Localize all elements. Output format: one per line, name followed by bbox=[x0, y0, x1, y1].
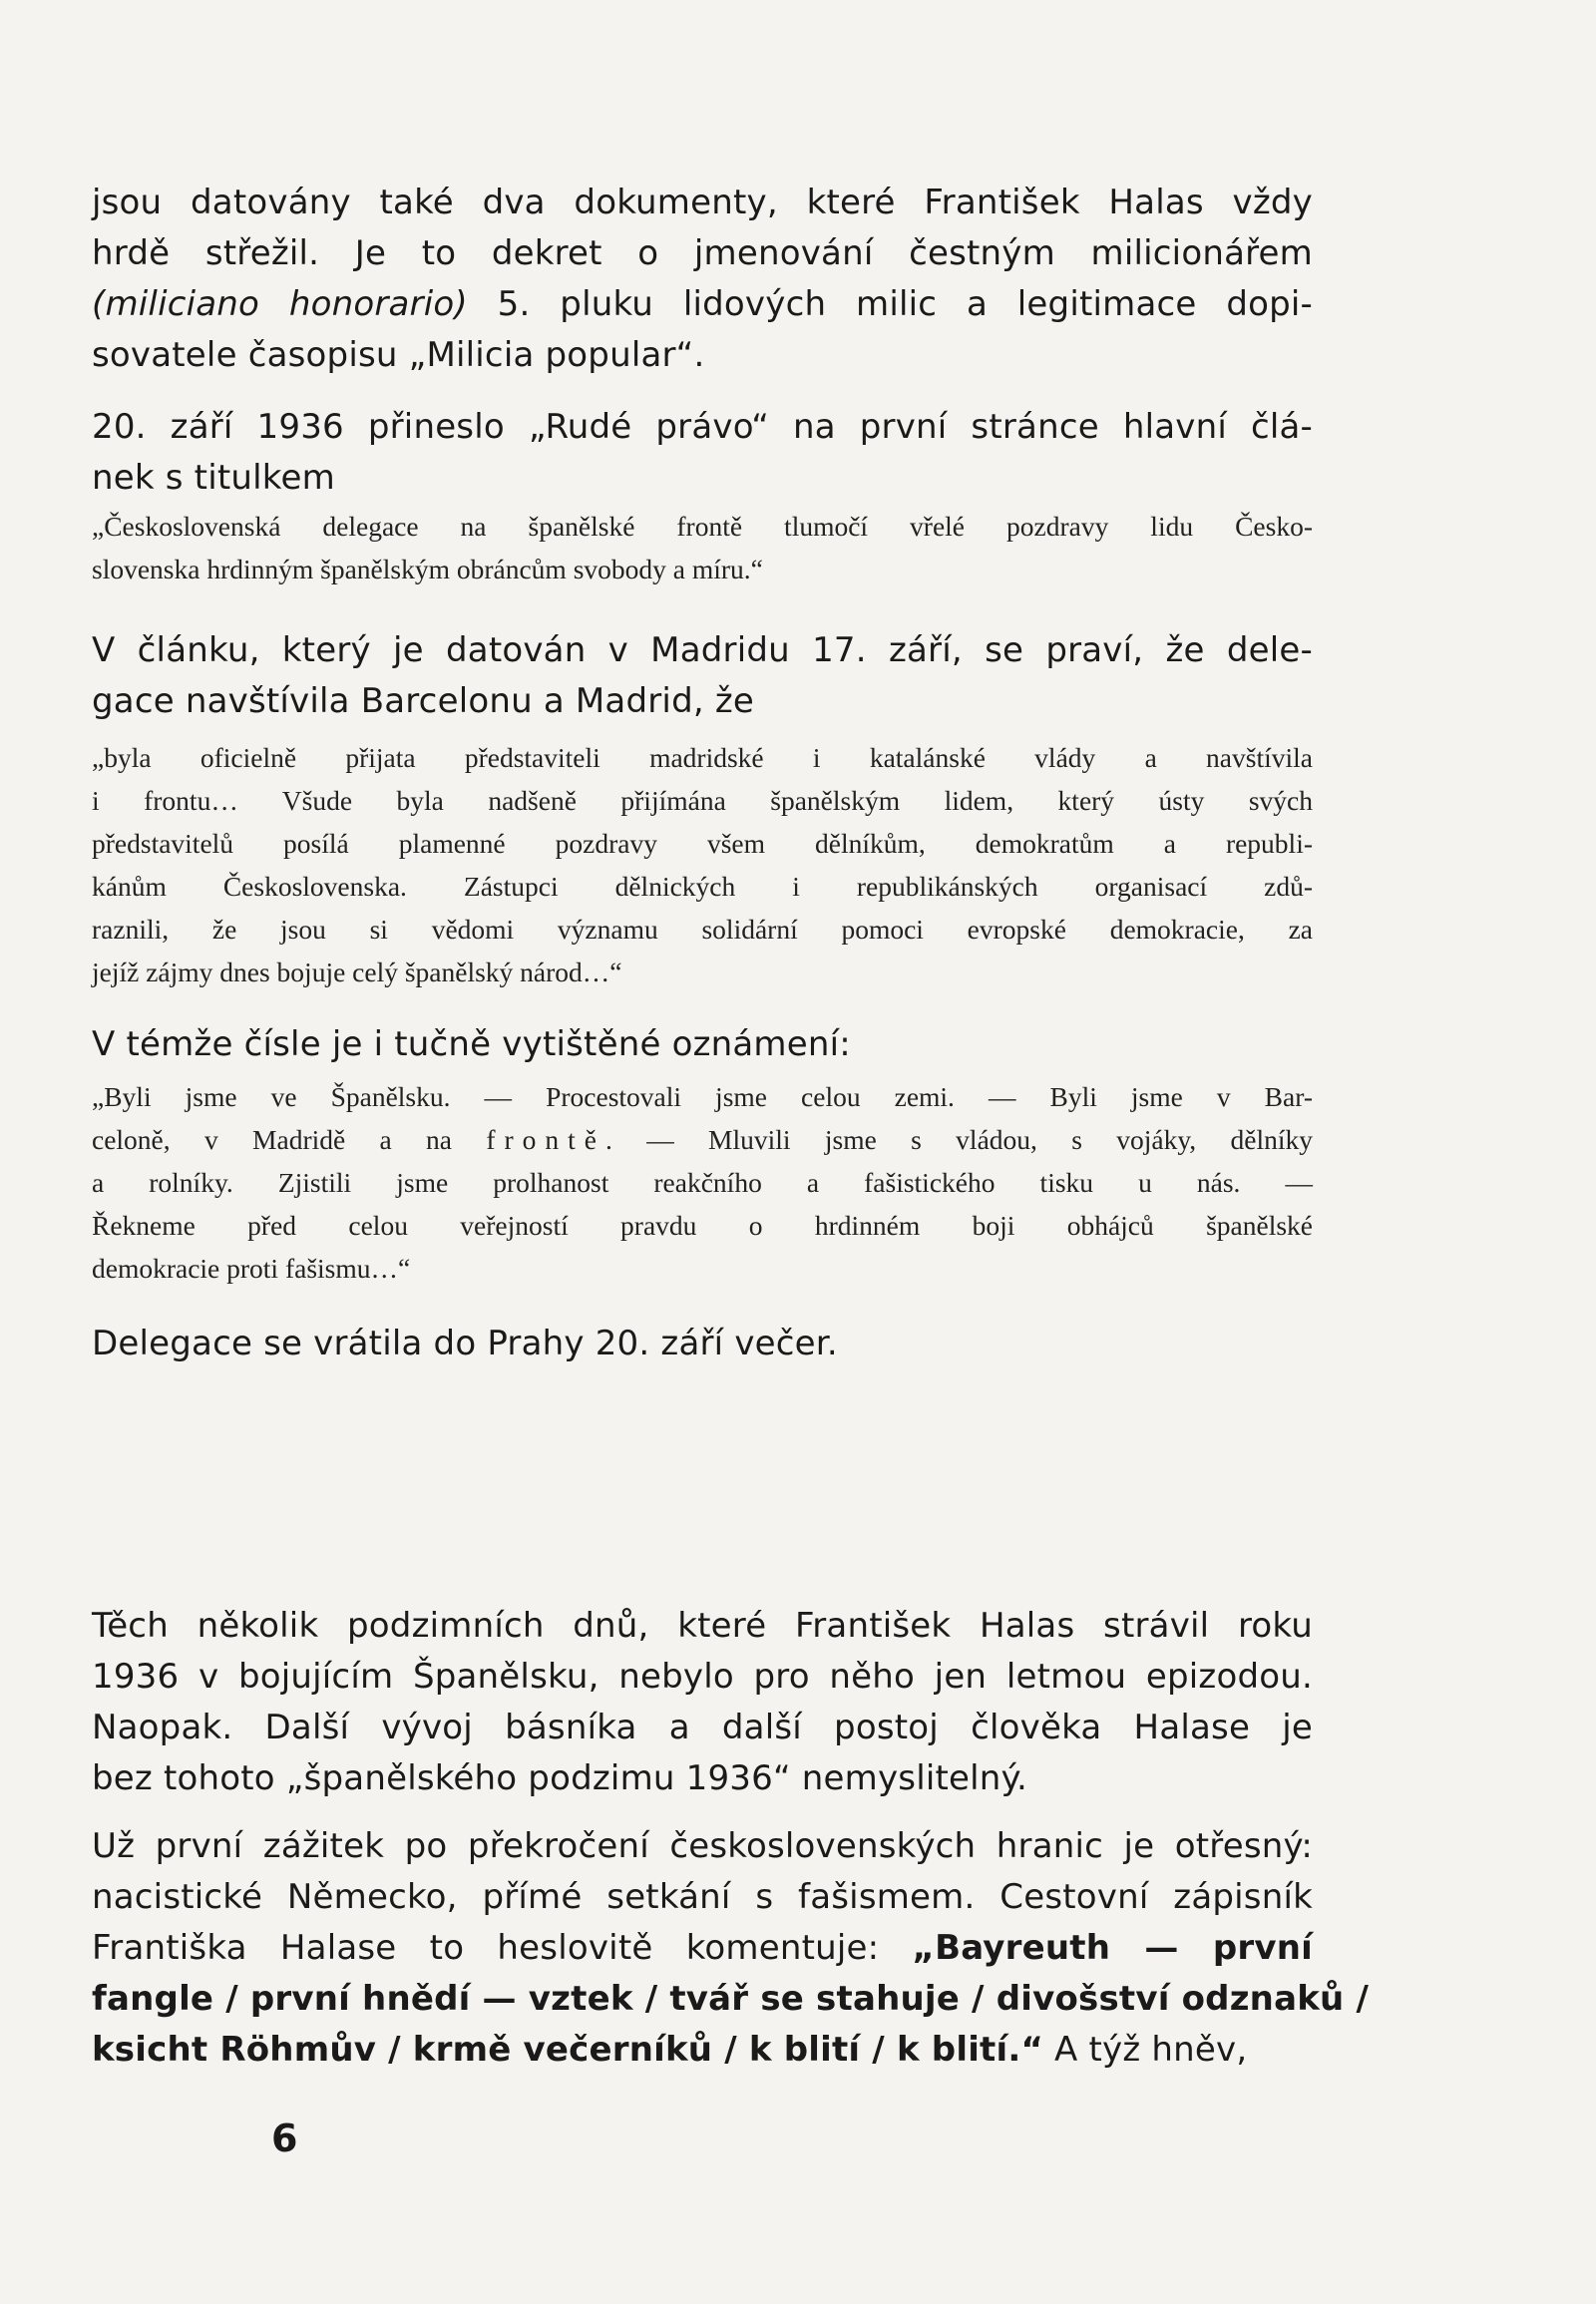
bold-text: „Bayreuth — první bbox=[912, 1928, 1314, 1968]
text-line bbox=[92, 1118, 1313, 1161]
text-segment: celoně, v Madridě a na bbox=[92, 1124, 487, 1155]
text-line: Naopak. Další vývoj básníka a další postoj člověka Halase je bbox=[92, 1708, 1313, 1747]
text-segment: A týž hněv, bbox=[1043, 2030, 1248, 2070]
bold-text: fangle / první hnědí — vztek / tvář se stahuje / divošství odznaků / bbox=[92, 1979, 1370, 2019]
text-line: slovenska hrdinným španělským obráncům svobody a míru.“ bbox=[92, 554, 763, 584]
text-line bbox=[92, 1923, 1313, 1974]
text-line: „byla oficielně přijata představiteli madridské i katalánské vlády a navštívila bbox=[92, 742, 1313, 773]
text-line: i frontu… Všude byla nadšeně přijímána španělským lidem, který ústy svých bbox=[92, 785, 1313, 816]
text-line: jsou datovány také dva dokumenty, které František Halas vždy bbox=[92, 183, 1313, 222]
text-line: Řekneme před celou veřejností pravdu o hrdinném boji obhájců španělské bbox=[92, 1210, 1313, 1241]
block-quote bbox=[92, 505, 1313, 590]
text-line: jejíž zájmy dnes bojuje celý španělský národ…“ bbox=[92, 957, 622, 987]
text-line: Těch několik podzimních dnů, které František Halas strávil roku bbox=[92, 1606, 1313, 1646]
page-number: 6 bbox=[271, 2116, 298, 2160]
text-line: představitelů posílá plamenné pozdravy všem dělníkům, demokratům a republi- bbox=[92, 828, 1313, 859]
text-segment: 5. pluku lidových milic a legitimace dopi- bbox=[467, 284, 1313, 324]
text-line: Už první zážitek po překročení československých hranic je otřesný: bbox=[92, 1826, 1313, 1866]
paragraph bbox=[92, 1319, 1313, 1369]
block-quote bbox=[92, 736, 1313, 993]
text-line: 1936 v bojujícím Španělsku, nebylo pro něho jen letmou epizodou. bbox=[92, 1657, 1313, 1697]
text-line: „Byli jsme ve Španělsku. — Procestovali jsme celou zemi. — Byli jsme v Bar- bbox=[92, 1081, 1313, 1112]
paragraph bbox=[92, 178, 1313, 381]
text-line: hrdě střežil. Je to dekret o jmenování čestným milicionářem bbox=[92, 233, 1313, 273]
text-line: nek s titulkem bbox=[92, 458, 335, 498]
text-line: gace navštívila Barcelonu a Madrid, že bbox=[92, 681, 755, 721]
text-line: Delegace se vrátila do Prahy 20. září večer. bbox=[92, 1324, 838, 1363]
text-line: nacistické Německo, přímé setkání s fašismem. Cestovní zápisník bbox=[92, 1877, 1313, 1917]
text-line: V témže čísle je i tučně vytištěné oznámení: bbox=[92, 1024, 851, 1064]
text-segment: Františka Halase to heslovitě komentuje: bbox=[92, 1928, 913, 1968]
paragraph bbox=[92, 402, 1313, 504]
spaced-text: frontě bbox=[486, 1124, 606, 1155]
paragraph bbox=[92, 1019, 1313, 1070]
text-line: a rolníky. Zjistili jsme prolhanost reakčního a fašistického tisku u nás. — bbox=[92, 1167, 1313, 1198]
paragraph bbox=[92, 625, 1313, 727]
text-line: „Československá delegace na španělské frontě tlumočí vřelé pozdravy lidu Česko- bbox=[92, 511, 1313, 542]
text-line bbox=[92, 279, 1313, 330]
text-line: demokracie proti fašismu…“ bbox=[92, 1253, 411, 1284]
italic-text: (miliciano honorario) bbox=[92, 284, 468, 324]
text-line: kánům Československa. Zástupci dělnických i republikánských organisací zdů- bbox=[92, 871, 1313, 902]
text-line: raznili, že jsou si vědomi významu solidární pomoci evropské demokracie, za bbox=[92, 914, 1313, 945]
text-line: V článku, který je datován v Madridu 17. září, se praví, že dele- bbox=[92, 630, 1313, 670]
text-line bbox=[92, 1974, 1370, 2025]
paragraph bbox=[92, 1601, 1313, 1804]
text-line bbox=[92, 2025, 1313, 2076]
block-quote bbox=[92, 1075, 1313, 1290]
bold-text: ksicht Röhmův / krmě večerníků / k blití / k blití.“ bbox=[92, 2030, 1044, 2070]
text-segment: . — Mluvili jsme s vládou, s vojáky, dělníky bbox=[605, 1124, 1313, 1155]
paragraph bbox=[92, 1821, 1370, 2076]
text-line: bez tohoto „španělského podzimu 1936“ nemyslitelný. bbox=[92, 1758, 1028, 1798]
text-line: sovatele časopisu „Milicia popular“. bbox=[92, 335, 705, 375]
text-line: 20. září 1936 přineslo „Rudé právo“ na první stránce hlavní člá- bbox=[92, 407, 1313, 447]
